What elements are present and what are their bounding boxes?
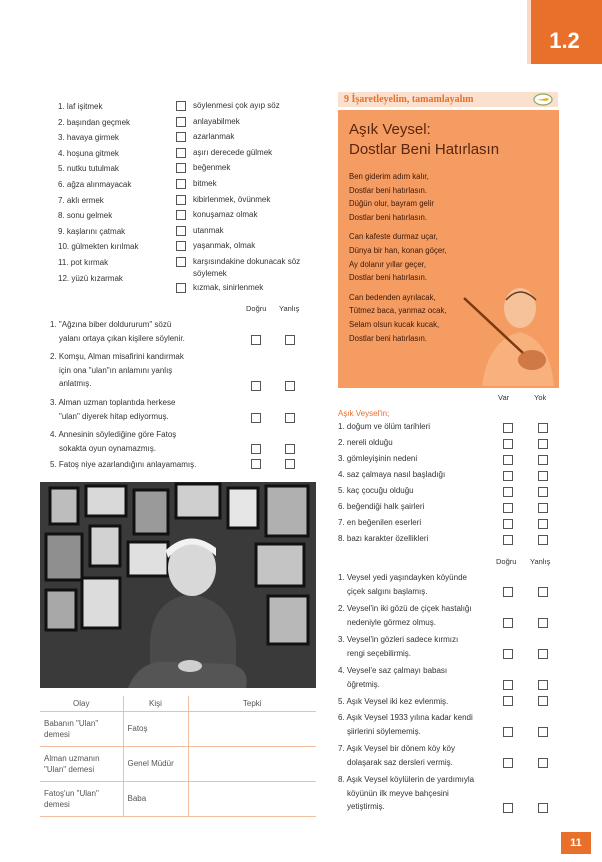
tf1-question: 5. Fatoş niye azarlandığını anlayamamış. bbox=[50, 460, 197, 469]
matching-left-item: 5. nutku tutulmak bbox=[58, 164, 119, 174]
matching-right-item: aşırı derecede gülmek bbox=[193, 147, 273, 157]
matching-checkbox[interactable] bbox=[176, 257, 186, 267]
table-cell-olay: Babanın "Ulan" demesi bbox=[40, 711, 123, 746]
matching-right-item: kibirlenmek, övünmek bbox=[193, 194, 271, 204]
matching-right-list bbox=[176, 100, 313, 298]
matching-left-item: 11. pot kırmak bbox=[58, 257, 109, 267]
tf2-false-checkbox[interactable] bbox=[538, 587, 548, 597]
tf1-question: 4. Annesinin söylediğine göre Fatoş sokakta oyun oynamazmış. bbox=[50, 430, 177, 453]
matching-left-item: 1. laf işitmek bbox=[58, 102, 103, 111]
table-cell-kisi: Baba bbox=[123, 781, 188, 816]
matching-checkbox[interactable] bbox=[176, 148, 186, 158]
tf1-false-checkbox[interactable] bbox=[285, 335, 295, 345]
tf2-false-checkbox[interactable] bbox=[538, 803, 548, 813]
matching-left-item: 6. ağza alınmayacak bbox=[58, 179, 132, 189]
tf1-true-checkbox[interactable] bbox=[251, 335, 261, 345]
matching-checkbox[interactable] bbox=[176, 283, 186, 293]
table-header: Tepki bbox=[188, 696, 316, 711]
pencil-icon bbox=[533, 93, 553, 106]
tf2-true-checkbox[interactable] bbox=[503, 727, 513, 737]
yok-checkbox[interactable] bbox=[538, 519, 548, 529]
matching-checkbox[interactable] bbox=[176, 163, 186, 173]
checklist-item: 6. beğendiği halk şairleri bbox=[338, 502, 425, 511]
poem-stanza: Ben giderim adım kalır, Dostlar beni hatırlasın. Düğün olur, bayram gelir Dostlar beni hatırlasın. bbox=[349, 172, 434, 222]
tf2-true-checkbox[interactable] bbox=[503, 618, 513, 628]
tf2-true-checkbox[interactable] bbox=[503, 680, 513, 690]
tf2-question: 6. Aşık Veysel 1933 yılına kadar kendi şiirlerini söylememiş. bbox=[338, 713, 473, 736]
tf1-false-checkbox[interactable] bbox=[285, 381, 295, 391]
tf1-true-checkbox[interactable] bbox=[251, 413, 261, 423]
checklist-item: 5. kaç çocuğu olduğu bbox=[338, 486, 414, 495]
matching-checkbox[interactable] bbox=[176, 117, 186, 127]
var-checkbox[interactable] bbox=[503, 439, 513, 449]
table-cell-tepki[interactable] bbox=[188, 711, 316, 746]
yok-checkbox[interactable] bbox=[538, 503, 548, 513]
checklist-item: 3. gömleyişinin nedeni bbox=[338, 454, 418, 463]
table-cell-tepki[interactable] bbox=[188, 746, 316, 781]
section-tab: 1.2 bbox=[527, 0, 602, 64]
yok-header: Yok bbox=[534, 393, 547, 402]
checklist-intro: Aşık Veysel'in; bbox=[338, 409, 390, 418]
tf2-question: 5. Aşık Veysel iki kez evlenmiş. bbox=[338, 697, 449, 706]
matching-left-item: 4. hoşuna gitmek bbox=[58, 148, 119, 158]
tf1-question: 3. Alman uzman toplantıda herkese "ulan" diyerek hitap ediyormuş. bbox=[50, 398, 176, 421]
matching-left-item: 9. kaşlarını çatmak bbox=[58, 226, 126, 236]
var-checkbox[interactable] bbox=[503, 455, 513, 465]
tf1-true-checkbox[interactable] bbox=[251, 459, 261, 469]
tab-strip bbox=[527, 0, 531, 64]
yok-checkbox[interactable] bbox=[538, 487, 548, 497]
yok-checkbox[interactable] bbox=[538, 455, 548, 465]
table-cell-olay: Fatoş'un "Ulan" demesi bbox=[40, 781, 123, 816]
tf2-true-checkbox[interactable] bbox=[503, 758, 513, 768]
matching-right-item: anlayabilmek bbox=[193, 116, 240, 126]
tf1-false-header: Yanlış bbox=[279, 304, 300, 313]
photo-illustration bbox=[40, 482, 316, 688]
table-cell-kisi: Fatoş bbox=[123, 711, 188, 746]
var-checkbox[interactable] bbox=[503, 519, 513, 529]
tf2-false-checkbox[interactable] bbox=[538, 649, 548, 659]
tf2-question: 2. Veysel'in iki gözü de çiçek hastalığı nedeniyle görmez olmuş. bbox=[338, 604, 472, 627]
tf2-false-checkbox[interactable] bbox=[538, 696, 548, 706]
checklist-item: 4. saz çalmaya nasıl başladığı bbox=[338, 470, 446, 479]
matching-right-item: söylenmesi çok ayıp söz bbox=[193, 101, 280, 110]
tf1-true-header: Doğru bbox=[246, 304, 267, 313]
tf1-question: 1. "Ağzına biber doldururum" sözü yalanı ortaya çıkan kişilere söylenir. bbox=[50, 320, 185, 343]
tf1-false-checkbox[interactable] bbox=[285, 459, 295, 469]
matching-checkbox[interactable] bbox=[176, 179, 186, 189]
matching-checkbox[interactable] bbox=[176, 210, 186, 220]
tf1-question: 2. Komşu, Alman misafirini kandırmak için ona "ulan"ın anlamını yanlış anlatmış. bbox=[50, 352, 184, 388]
var-checkbox[interactable] bbox=[503, 471, 513, 481]
matching-right-item: karşısındakine dokunacak söz söylemek bbox=[193, 256, 301, 278]
table-cell-tepki[interactable] bbox=[188, 781, 316, 816]
matching-checkbox[interactable] bbox=[176, 226, 186, 236]
matching-checkbox[interactable] bbox=[176, 132, 186, 142]
tf2-false-checkbox[interactable] bbox=[538, 727, 548, 737]
matching-left-item: 2. başından geçmek bbox=[58, 117, 131, 127]
tf1-false-checkbox[interactable] bbox=[285, 444, 295, 454]
tf2-question: 7. Aşık Veysel bir dönem köy köy dolaşarak saz dersleri vermiş. bbox=[338, 744, 455, 767]
matching-right-item: bitmek bbox=[193, 178, 217, 188]
var-checkbox[interactable] bbox=[503, 487, 513, 497]
tf2-false-header: Yanlış bbox=[530, 557, 551, 566]
matching-left-list bbox=[58, 99, 138, 286]
checklist-item: 2. nereli olduğu bbox=[338, 438, 393, 447]
tf2-true-checkbox[interactable] bbox=[503, 803, 513, 813]
asik-veysel-photo bbox=[40, 482, 316, 688]
tf2-true-checkbox[interactable] bbox=[503, 649, 513, 659]
tf2-question: 3. Veysel'in gözleri sadece kırmızı rengi seçebilirmiş. bbox=[338, 635, 459, 658]
var-header: Var bbox=[498, 393, 510, 402]
yok-checkbox[interactable] bbox=[538, 439, 548, 449]
matching-checkbox[interactable] bbox=[176, 241, 186, 251]
poem-stanza: Can bedenden ayrılacak, Tütmez baca, yanmaz ocak, Selam olsun kucak kucak, Dostlar beni hatırlasın. bbox=[349, 292, 447, 343]
event-table bbox=[40, 696, 316, 817]
tf2-question: 8. Aşık Veysel köylülerin de yardımıyla köyünün ilk meyve bahçesini yetiştirmiş. bbox=[338, 775, 475, 811]
poem-title-line-1: Aşık Veysel: bbox=[349, 121, 431, 138]
tf2-true-checkbox[interactable] bbox=[503, 587, 513, 597]
matching-right-item: utanmak bbox=[193, 225, 224, 235]
matching-left-item: 8. sonu gelmek bbox=[58, 211, 113, 221]
table-header-row bbox=[40, 696, 316, 711]
section-9-title: 9 İşaretleyelim, tamamlayalım bbox=[344, 94, 474, 105]
table-header: Olay bbox=[40, 696, 123, 711]
matching-checkbox[interactable] bbox=[176, 195, 186, 205]
matching-left-item: 7. aklı ermek bbox=[58, 195, 104, 205]
table-cell-olay: Alman uzmanın "Ulan" demesi bbox=[40, 746, 123, 781]
page-number: 11 bbox=[561, 832, 591, 854]
matching-left-item: 3. havaya girmek bbox=[58, 133, 119, 143]
yok-checkbox[interactable] bbox=[538, 423, 548, 433]
tf1-false-checkbox[interactable] bbox=[285, 413, 295, 423]
checklist-item: 8. bazı karakter özellikleri bbox=[338, 534, 429, 543]
matching-right-item: azarlanmak bbox=[193, 132, 235, 142]
section-9-header bbox=[338, 92, 558, 107]
matching-right-item: yaşanmak, olmak bbox=[193, 241, 256, 251]
tf2-false-checkbox[interactable] bbox=[538, 758, 548, 768]
var-checkbox[interactable] bbox=[503, 535, 513, 545]
poem-stanza: Can kafeste durmaz uçar, Dünya bir han, konan göçer, Ay dolanır yıllar geçer, Dostlar beni hatırlasın. bbox=[349, 232, 447, 283]
tf2-true-header: Doğru bbox=[496, 557, 517, 566]
checklist-item: 1. doğum ve ölüm tarihleri bbox=[338, 422, 431, 431]
tf2-false-checkbox[interactable] bbox=[538, 618, 548, 628]
table-row bbox=[40, 746, 316, 781]
table-header: Kişi bbox=[123, 696, 188, 711]
tf2-true-checkbox[interactable] bbox=[503, 696, 513, 706]
yok-checkbox[interactable] bbox=[538, 471, 548, 481]
poem-title-line-2: Dostlar Beni Hatırlasın bbox=[349, 141, 500, 158]
tf1-true-checkbox[interactable] bbox=[251, 381, 261, 391]
matching-left-item: 10. gülmekten kırılmak bbox=[58, 242, 139, 252]
tf1-true-checkbox[interactable] bbox=[251, 444, 261, 454]
tf2-question: 4. Veysel'e saz çalmayı babası öğretmiş. bbox=[338, 666, 448, 689]
table-row bbox=[40, 711, 316, 746]
table-cell-kisi: Genel Müdür bbox=[123, 746, 188, 781]
saz-player-illustration bbox=[462, 270, 557, 386]
matching-right-item: kızmak, sinirlenmek bbox=[193, 282, 264, 292]
matching-left-item: 12. yüzü kızarmak bbox=[58, 273, 123, 283]
table-row bbox=[40, 781, 316, 816]
checklist-item: 7. en beğenilen eserleri bbox=[338, 518, 422, 527]
matching-checkbox[interactable] bbox=[176, 101, 186, 111]
var-checkbox[interactable] bbox=[503, 423, 513, 433]
matching-right-item: beğenmek bbox=[193, 163, 231, 173]
yok-checkbox[interactable] bbox=[538, 535, 548, 545]
tf2-false-checkbox[interactable] bbox=[538, 680, 548, 690]
var-checkbox[interactable] bbox=[503, 503, 513, 513]
tf2-question: 1. Veysel yedi yaşındayken köyünde çiçek salgını başlamış. bbox=[338, 573, 467, 596]
matching-right-item: konuşamaz olmak bbox=[193, 210, 258, 220]
